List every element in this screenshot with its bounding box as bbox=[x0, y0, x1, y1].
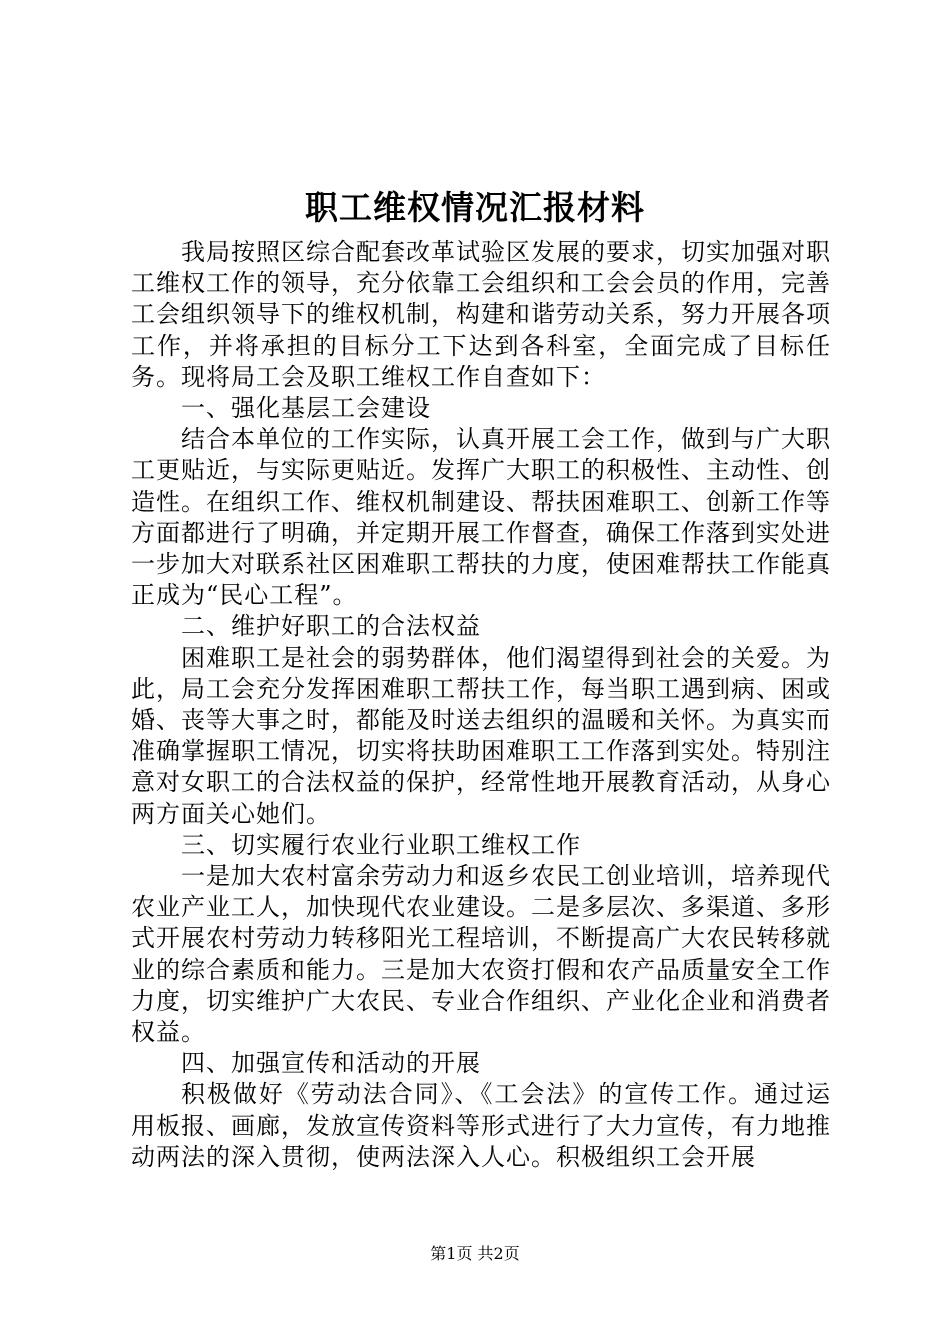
section-paragraph-1: 结合本单位的工作实际，认真开展工会工作，做到与广大职工更贴近，与实际更贴近。发挥广大职工的积极性、主动性、创造性。在组织工作、维权机制建设、帮扶困难职工、创新工作等方面都进行了明确，并定期开展工作督查，确保工作落到实处进一步加大对联系社区困难职工帮扶的力度，使困难帮扶工作能真正成为“民心工程”。 bbox=[131, 425, 831, 610]
section-heading-1: 一、强化基层工会建设 bbox=[181, 394, 431, 423]
section-heading-4: 四、加强宣传和活动的开展 bbox=[181, 1049, 481, 1078]
document-body bbox=[131, 237, 831, 1173]
document-title: 职工维权情况汇报材料 bbox=[305, 188, 645, 227]
section-heading-2: 二、维护好职工的合法权益 bbox=[181, 612, 481, 641]
section-heading-3: 三、切实履行农业行业职工维权工作 bbox=[181, 830, 581, 859]
page-number-footer: 第1页 共2页 bbox=[430, 1244, 520, 1263]
section-paragraph-2: 困难职工是社会的弱势群体，他们渴望得到社会的关爱。为此，局工会充分发挥困难职工帮扶工作，每当职工遇到病、困或婚、丧等大事之时，都能及时送去组织的温暖和关怀。为真实而准确掌握职工情况，切实将扶助困难职工工作落到实处。特别注意对女职工的合法权益的保护，经常性地开展教育活动，从身心两方面关心她们。 bbox=[131, 643, 831, 828]
section-paragraph-3: 一是加大农村富余劳动力和返乡农民工创业培训，培养现代农业产业工人，加快现代农业建设。二是多层次、多渠道、多形式开展农村劳动力转移阳光工程培训，不断提高广大农民转移就业的综合素质和能力。三是加大农资打假和农产品质量安全工作力度，切实维护广大农民、专业合作组织、产业化企业和消费者权益。 bbox=[131, 862, 831, 1047]
intro-paragraph: 我局按照区综合配套改革试验区发展的要求，切实加强对职工维权工作的领导，充分依靠工会组织和工会会员的作用，完善工会组织领导下的维权机制，构建和谐劳动关系，努力开展各项工作，并将承担的目标分工下达到各科室，全面完成了目标任务。现将局工会及职工维权工作自查如下： bbox=[131, 238, 831, 391]
section-paragraph-4: 积极做好《劳动法合同》、《工会法》的宣传工作。通过运用板报、画廊，发放宣传资料等形式进行了大力宣传，有力地推动两法的深入贯彻，使两法深入人心。积极组织工会开展 bbox=[131, 1080, 831, 1171]
